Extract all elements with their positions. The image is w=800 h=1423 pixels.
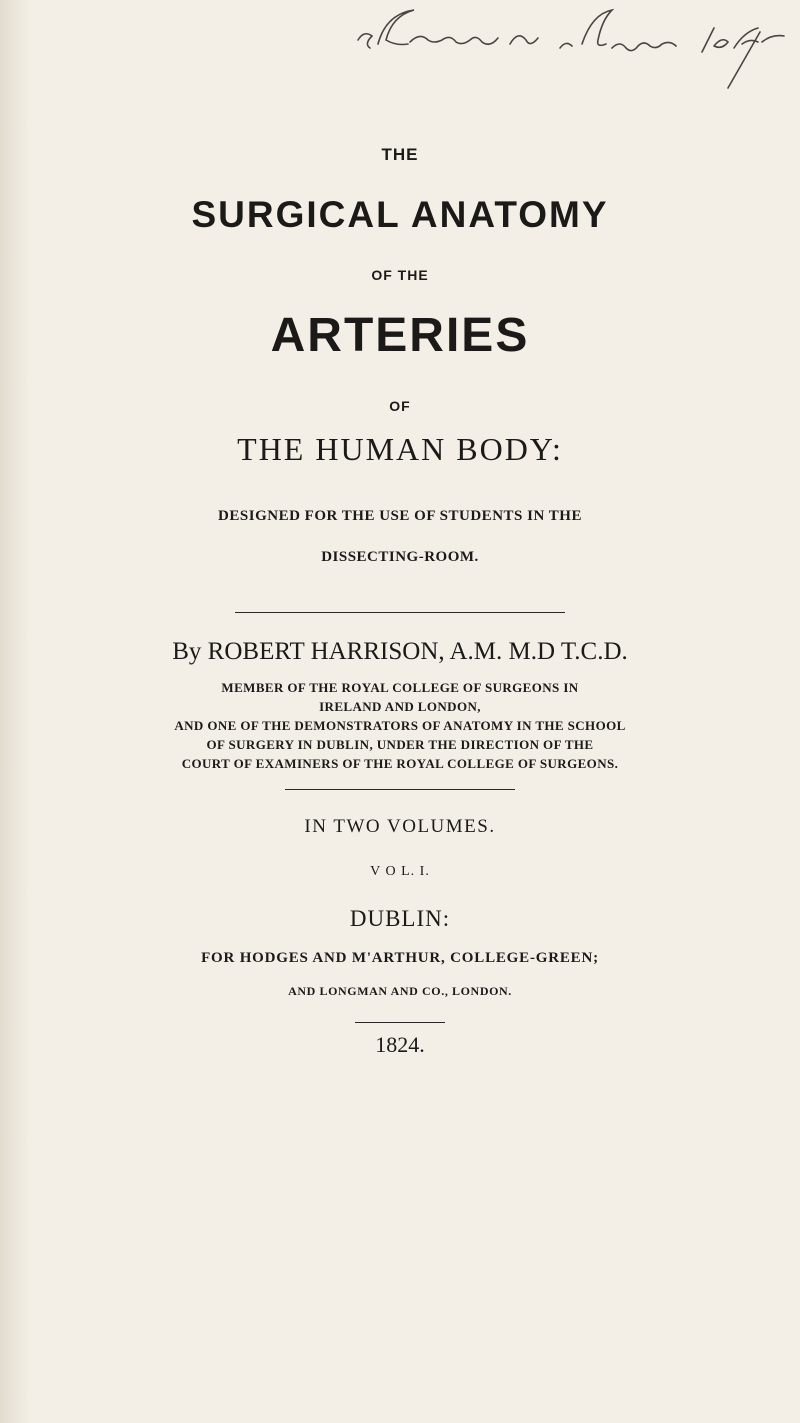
divider-rule bbox=[355, 1022, 445, 1023]
volume-number: V O L. I. bbox=[370, 864, 430, 879]
title-surgical-anatomy: SURGICAL ANATOMY bbox=[191, 194, 609, 235]
author-credentials-3: AND ONE OF THE DEMONSTRATORS OF ANATOMY IN THE SCHOOL bbox=[174, 718, 626, 733]
author-credentials-2: IRELAND AND LONDON, bbox=[319, 699, 481, 714]
author-line: By ROBERT HARRISON, A.M. M.D T.C.D. bbox=[172, 638, 628, 665]
title-human-body: THE HUMAN BODY: bbox=[237, 431, 563, 467]
volumes-line: IN TWO VOLUMES. bbox=[304, 816, 496, 837]
divider-rule bbox=[285, 789, 515, 790]
heading-of-the: OF THE bbox=[371, 267, 429, 283]
title-arteries: ARTERIES bbox=[270, 309, 530, 362]
publisher-line-1: FOR HODGES AND M'ARTHUR, COLLEGE-GREEN; bbox=[201, 950, 599, 966]
heading-of: OF bbox=[389, 398, 411, 414]
publication-year: 1824. bbox=[375, 1032, 425, 1057]
handwritten-inscription bbox=[350, 4, 800, 94]
publisher-line-2: AND LONGMAN AND CO., LONDON. bbox=[288, 984, 512, 998]
author-credentials-4: OF SURGERY IN DUBLIN, UNDER THE DIRECTION OF THE bbox=[206, 737, 594, 752]
imprint-place: DUBLIN: bbox=[349, 906, 451, 931]
heading-the: THE bbox=[381, 145, 419, 164]
designed-line-2: DISSECTING-ROOM. bbox=[321, 549, 479, 565]
divider-rule bbox=[235, 612, 565, 613]
designed-line-1: DESIGNED FOR THE USE OF STUDENTS IN THE bbox=[218, 508, 582, 524]
author-credentials-1: MEMBER OF THE ROYAL COLLEGE OF SURGEONS IN bbox=[221, 680, 579, 695]
author-credentials-5: COURT OF EXAMINERS OF THE ROYAL COLLEGE OF SURGEONS. bbox=[181, 756, 619, 771]
